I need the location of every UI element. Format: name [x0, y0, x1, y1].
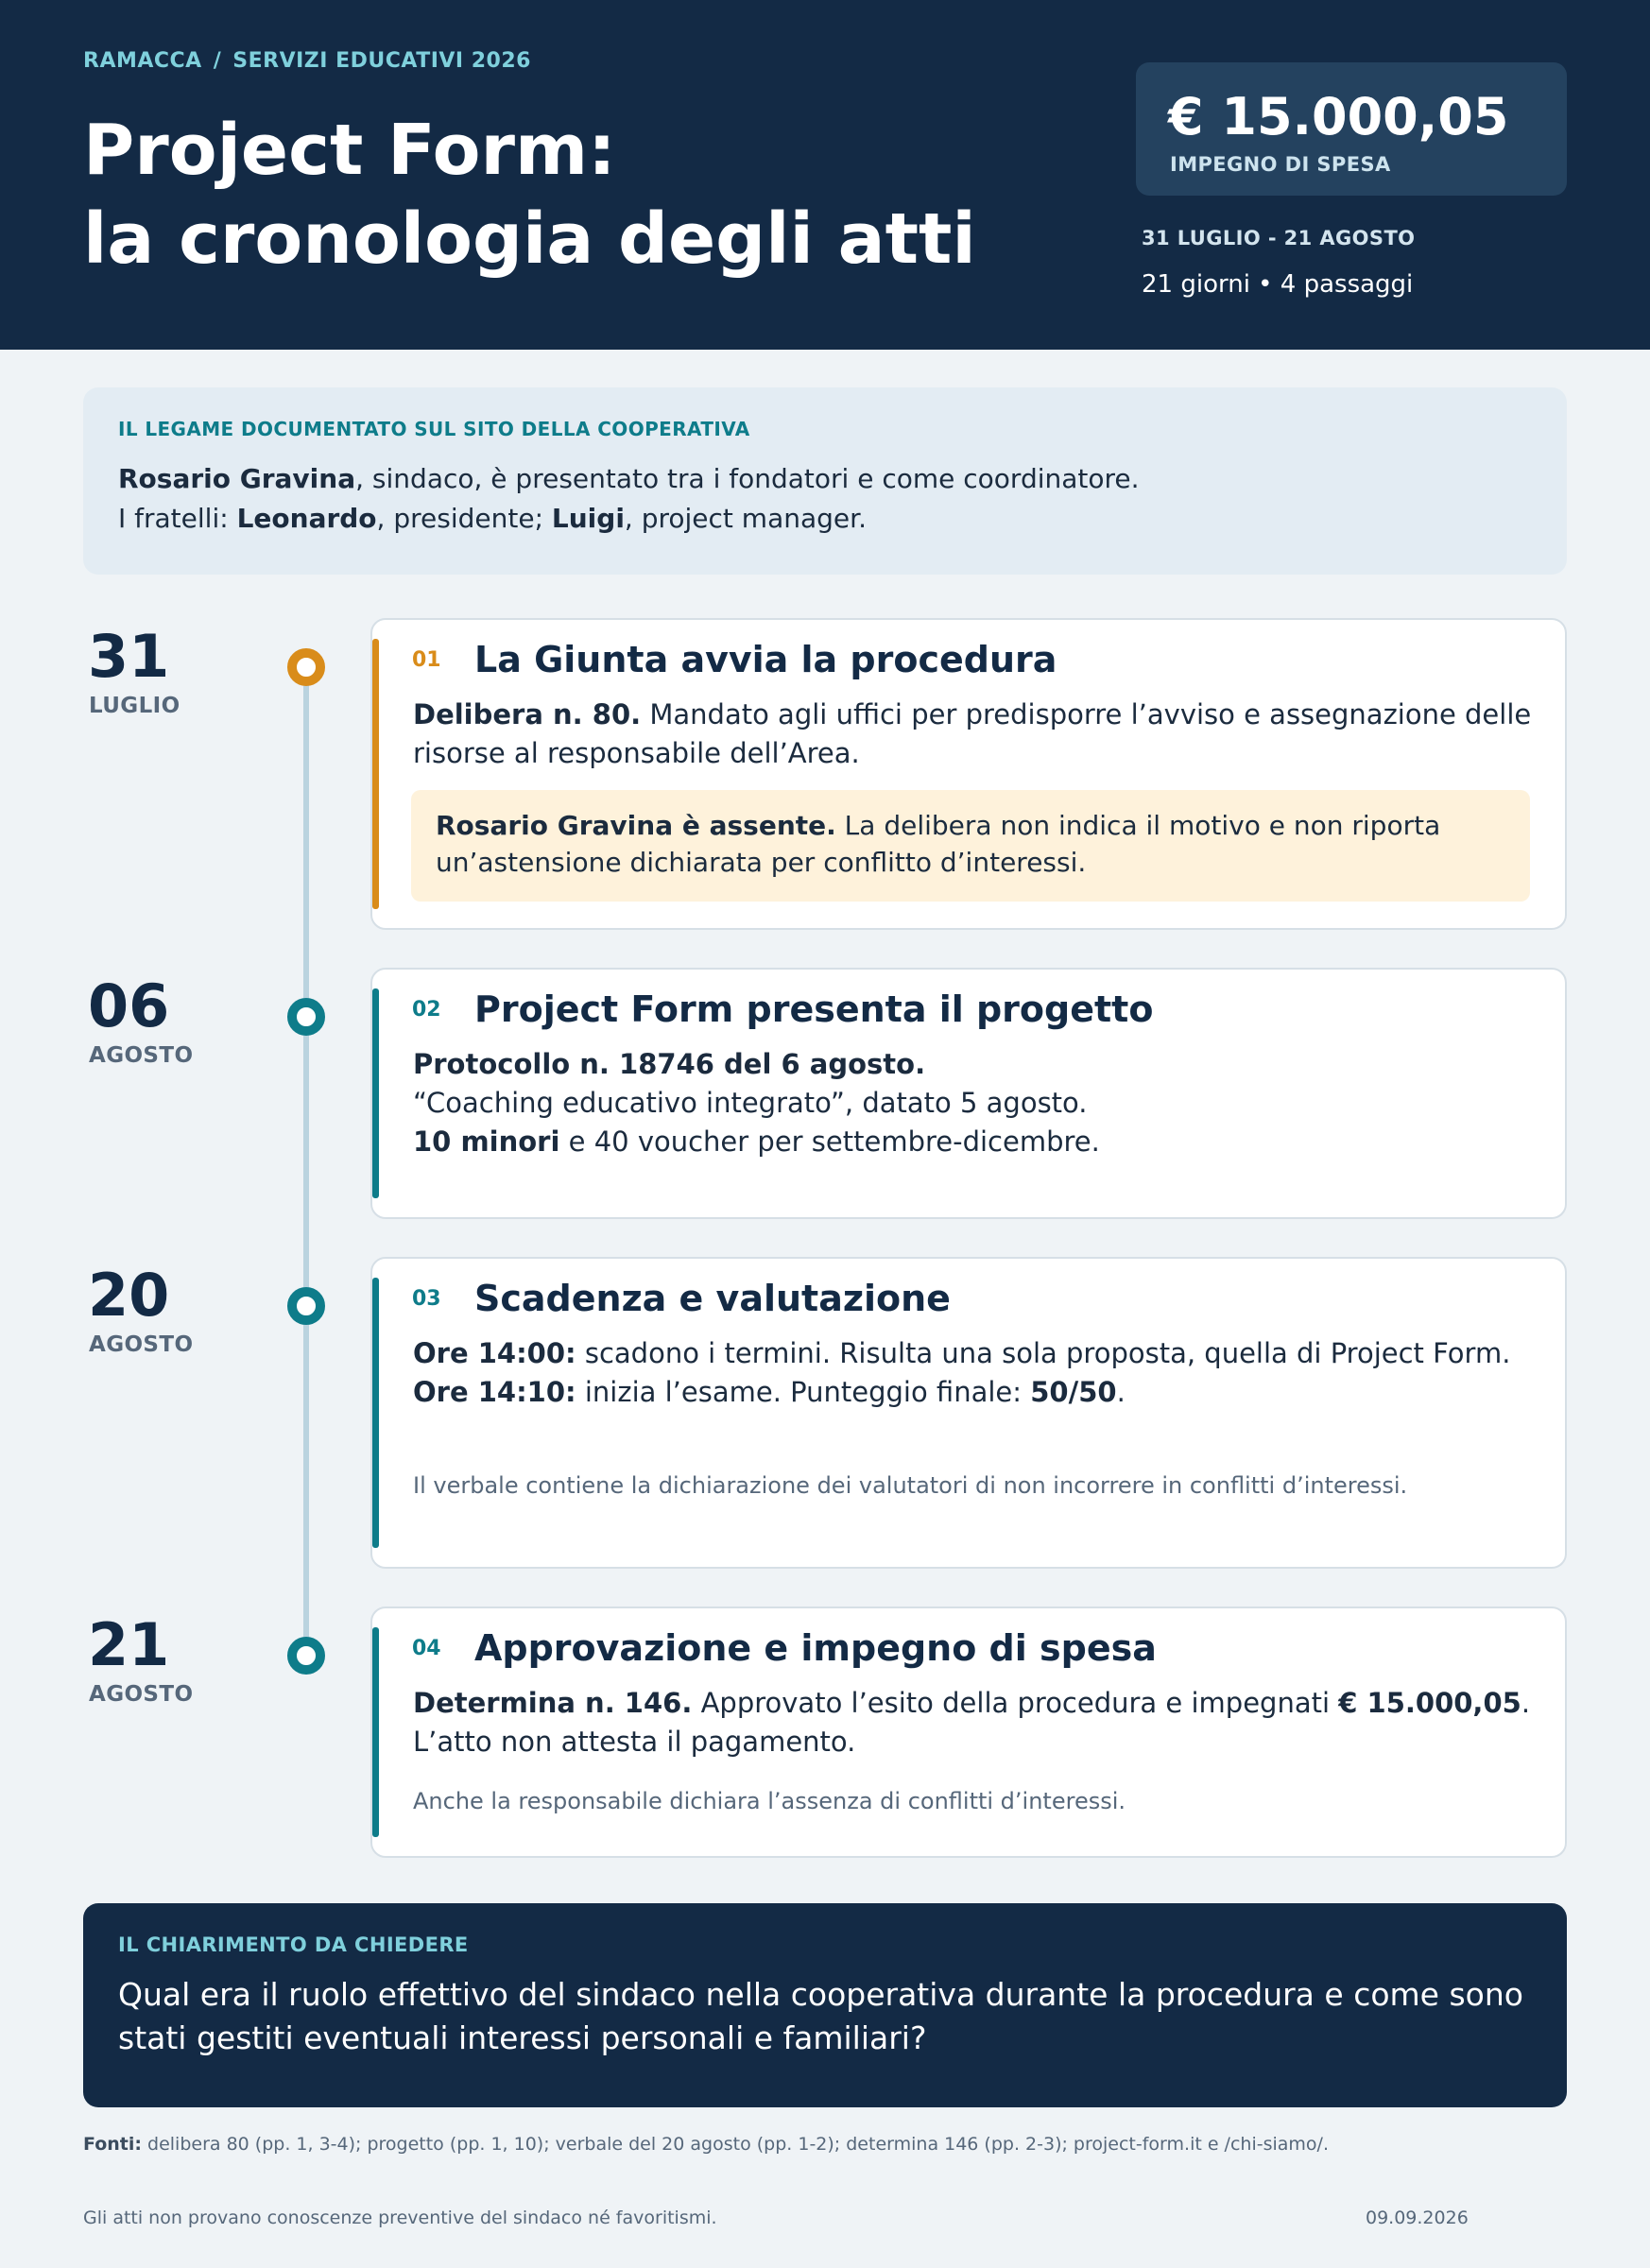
sources-text: delibera 80 (pp. 1, 3-4); progetto (pp. 1, 10); verbale del 20 agosto (pp. 1-2); determina 146 (pp. 2-3); project-form.it e /chi-siamo/. — [141, 2134, 1329, 2155]
step-note: Il verbale contiene la dichiarazione dei valutatori di non incorrere in conflitti d’interessi. — [413, 1472, 1408, 1499]
amount-badge — [1136, 62, 1567, 196]
project-title-line: “Coaching educativo integrato”, datato 5 agosto. — [413, 1087, 1088, 1119]
step-body-end: . L’atto non attesta il pagamento. — [413, 1687, 1531, 1758]
documented-link-box — [83, 387, 1567, 575]
exam-time: Ore 14:10: — [413, 1376, 576, 1408]
disclaimer: Gli atti non provano conoscenze preventive del sindaco né favoritismi. — [83, 2208, 717, 2228]
step-card-1 — [370, 618, 1567, 930]
step-day: 31 — [88, 622, 170, 691]
breadcrumb-item-city: RAMACCA — [83, 49, 202, 73]
step-body-rest: Mandato agli uffici per predisporre l’avviso e assegnazione delle risorse al responsabile dell’Area. — [413, 698, 1532, 769]
period-detail: 21 giorni • 4 passaggi — [1142, 270, 1414, 299]
exam-text: inizia l’esame. Punteggio finale: — [576, 1376, 1031, 1408]
step-body — [413, 1334, 1538, 1412]
link-box-line2-c: , presidente; — [376, 503, 552, 534]
step-day: 21 — [88, 1610, 170, 1679]
step-title: Project Form presenta il progetto — [474, 988, 1154, 1030]
step-body — [413, 1045, 1538, 1161]
timeline-dot-icon — [287, 998, 325, 1036]
final-score: 50/50 — [1030, 1376, 1117, 1408]
sources-label: Fonti: — [83, 2134, 142, 2155]
step-month: AGOSTO — [89, 1682, 194, 1707]
amount-value: € 15.000,05 — [1168, 87, 1509, 146]
link-box-line1-rest: , sindaco, è presentato tra i fondatori e come coordinatore. — [355, 463, 1140, 494]
step-title: Approvazione e impegno di spesa — [474, 1627, 1157, 1669]
timeline-dot-icon — [287, 1637, 325, 1675]
deadline-text: scadono i termini. Risulta una sola proposta, quella di Project Form. — [576, 1337, 1511, 1369]
step-month: AGOSTO — [89, 1043, 194, 1068]
mayor-name: Rosario Gravina — [118, 463, 356, 494]
breadcrumb-separator: / — [213, 49, 222, 73]
exam-text-end: . — [1116, 1376, 1126, 1408]
step-card-4 — [370, 1606, 1567, 1858]
link-box-line1 — [118, 459, 1140, 499]
warning-bold: Rosario Gravina è assente. — [436, 810, 836, 841]
link-box-title: IL LEGAME DOCUMENTATO SUL SITO DELLA COOPERATIVA — [118, 418, 750, 440]
step-title: La Giunta avvia la procedura — [474, 639, 1057, 680]
page-header — [0, 0, 1650, 350]
act-reference: Delibera n. 80. — [413, 698, 642, 730]
absence-warning-box — [411, 790, 1530, 902]
step-body — [413, 1684, 1538, 1761]
breadcrumb-item-section: SERVIZI EDUCATIVI 2026 — [232, 49, 531, 73]
step-month: LUGLIO — [89, 694, 180, 718]
question-text: Qual era il ruolo effettivo del sindaco nella cooperativa durante la procedura e come sono stati gestiti eventuali interessi personali e familiari? — [118, 1976, 1523, 2056]
question-box — [83, 1903, 1567, 2107]
link-box-line2-e: , project manager. — [624, 503, 867, 534]
step-card-3 — [370, 1257, 1567, 1569]
step-number: 01 — [412, 648, 441, 672]
step-month: AGOSTO — [89, 1332, 194, 1357]
step-day: 06 — [88, 971, 170, 1040]
warning-rest: La delibera non indica il motivo e non riporta un’astensione dichiarata per conflitto d’interessi. — [436, 810, 1441, 878]
committed-amount: € 15.000,05 — [1338, 1687, 1521, 1719]
warning-text — [436, 807, 1513, 881]
step-number: 03 — [412, 1287, 441, 1311]
step-number: 02 — [412, 998, 441, 1022]
page-title — [83, 106, 976, 284]
step-body-rest: Approvato l’esito della procedura e impegnati — [692, 1687, 1339, 1719]
step-body — [413, 696, 1538, 773]
page-title-line2: la cronologia degli atti — [83, 198, 976, 280]
brother-leonardo: Leonardo — [236, 503, 377, 534]
amount-label: IMPEGNO DI SPESA — [1170, 153, 1391, 176]
act-reference: Determina n. 146. — [413, 1687, 693, 1719]
step-accent-bar — [372, 988, 379, 1198]
step-accent-bar — [372, 1278, 379, 1548]
step-day: 20 — [88, 1261, 170, 1330]
step-card-2 — [370, 968, 1567, 1219]
period-range: 31 LUGLIO - 21 AGOSTO — [1142, 227, 1416, 249]
link-box-line2 — [118, 499, 1140, 539]
brother-luigi: Luigi — [551, 503, 625, 534]
link-box-line2-a: I fratelli: — [118, 503, 237, 534]
link-box-text — [118, 459, 1140, 539]
timeline-dot-icon — [287, 1287, 325, 1325]
timeline-dot-icon — [287, 648, 325, 686]
step-number: 04 — [412, 1637, 441, 1660]
question-title: IL CHIARIMENTO DA CHIEDERE — [118, 1933, 469, 1956]
publication-date: 09.09.2026 — [1366, 2208, 1469, 2228]
step-title: Scadenza e valutazione — [474, 1278, 951, 1319]
minors-count: 10 minori — [413, 1125, 560, 1158]
page-title-line1: Project Form: — [83, 110, 616, 191]
step-accent-bar — [372, 639, 379, 909]
breadcrumb — [83, 49, 531, 73]
timeline-line — [303, 667, 309, 1656]
deadline-time: Ore 14:00: — [413, 1337, 576, 1369]
protocol-reference: Protocollo n. 18746 del 6 agosto. — [413, 1048, 926, 1080]
sources-line — [83, 2134, 1567, 2155]
step-note: Anche la responsabile dichiara l’assenza di conflitti d’interessi. — [413, 1788, 1126, 1814]
step-accent-bar — [372, 1627, 379, 1837]
voucher-text: e 40 voucher per settembre-dicembre. — [559, 1125, 1100, 1158]
